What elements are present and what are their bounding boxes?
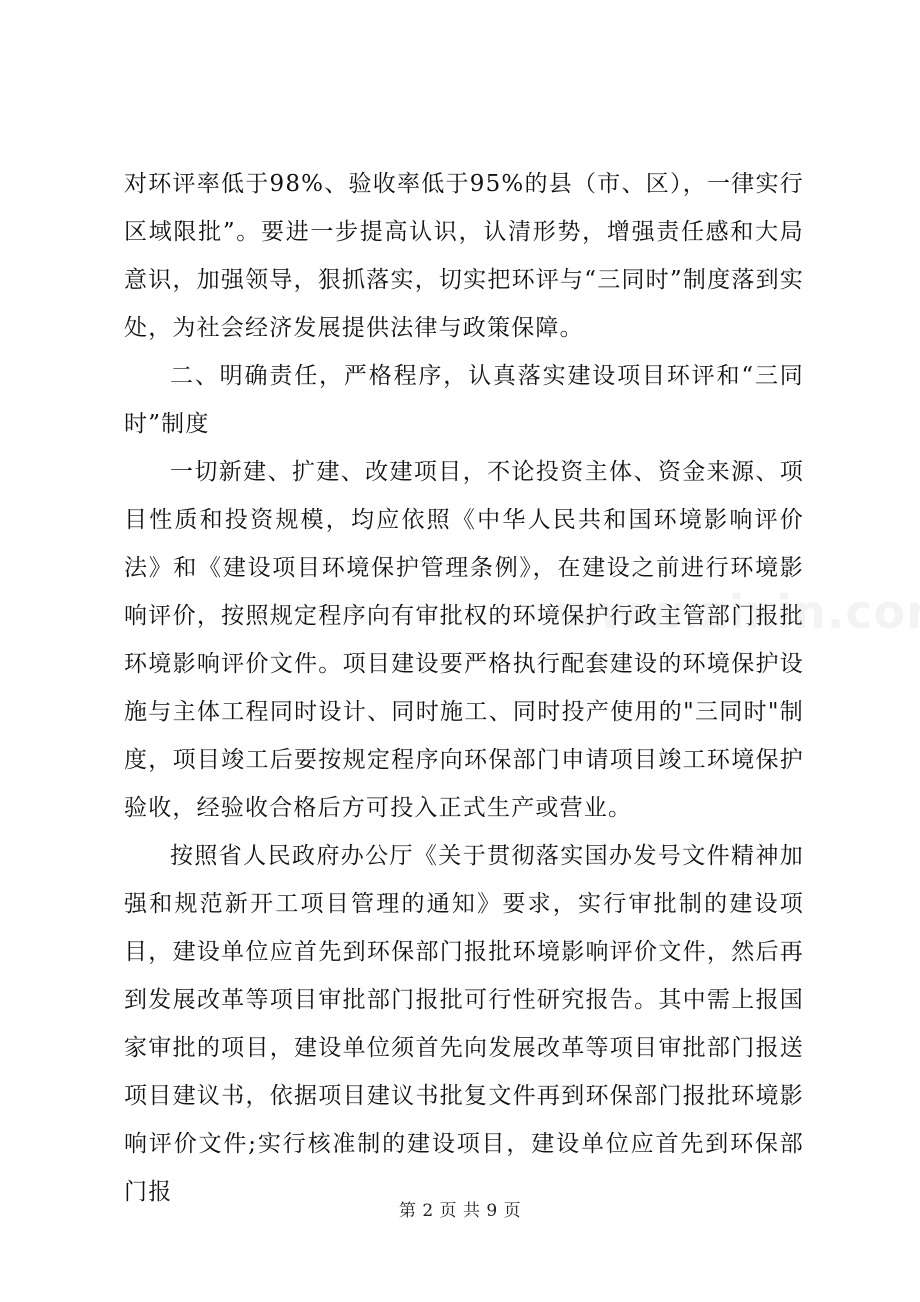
section-heading-2: 二、明确责任，严格程序，认真落实建设项目环评和“三同时”制度 [124, 363, 804, 437]
paragraph-4: 按照省人民政府办公厅《关于贯彻落实国办发号文件精神加强和规范新开工项目管理的通知》要求，实行审批制的建设项目，建设单位应首先到环保部门报批环境影响评价文件，然后再到发展改革等项目审批部门报批可行性研究报告。其中需上报国家审批的项目，建设单位须首先向发展改革等项目审批部门报送项目建议书，依据项目建议书批复文件再到环保部门报批环境影响评价文件;实行核准制的建设项目，建设单位应首先到环保部门报 [124, 843, 804, 1205]
document-body [124, 160, 804, 1216]
paragraph-1: 对环评率低于98%、验收率低于95%的县（市、区），一律实行区域限批”。要进一步提高认识，认清形势，增强责任感和大局意识，加强领导，狠抓落实，切实把环评与“三同时”制度落到实处，为社会经济发展提供法律与政策保障。 [124, 171, 804, 341]
paragraph-3: 一切新建、扩建、改建项目，不论投资主体、资金来源、项目性质和投资规模，均应依照《中华人民共和国环境影响评价法》和《建设项目环境保护管理条例》，在建设之前进行环境影响评价，按照规定程序向有审批权的环境保护行政主管部门报批环境影响评价文件。项目建设要严格执行配套建设的环境保护设施与主体工程同时设计、同时施工、同时投产使用的"三同时"制度，项目竣工后要按规定程序向环保部门申请项目竣工环境保护验收，经验收合格后方可投入正式生产或营业。 [124, 459, 804, 821]
page-number-footer: 第 2 页 共 9 页 [398, 1201, 522, 1221]
